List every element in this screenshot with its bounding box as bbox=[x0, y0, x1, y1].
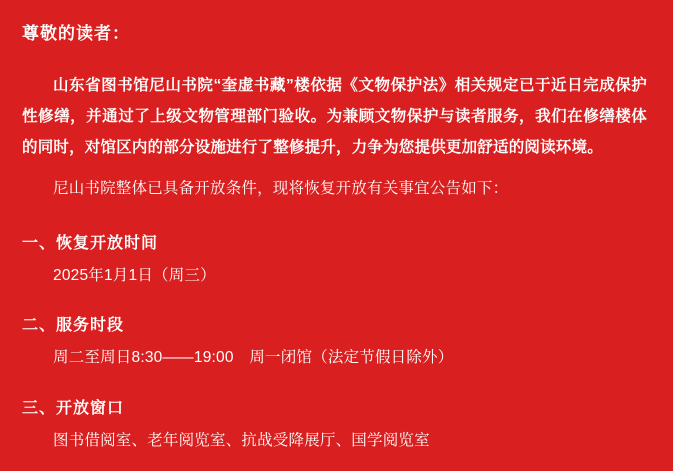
section-open-windows-title: 三、开放窗口 bbox=[22, 399, 125, 417]
section-open-windows-body: 图书借阅室、老年阅览室、抗战受降展厅、国学阅览室 bbox=[53, 431, 430, 449]
salutation: 尊敬的读者： bbox=[22, 24, 130, 43]
notice-paragraph-2: 尼山书院整体已具备开放条件，现将恢复开放有关事宜公告如下： bbox=[53, 179, 509, 197]
section-service-hours bbox=[22, 312, 647, 372]
section-opening-date-title: 一、恢复开放时间 bbox=[22, 234, 159, 252]
section-opening-date-body: 2025年1月1日（周三） bbox=[53, 266, 216, 284]
section-service-hours-body: 周二至周日8:30——19:00 周一闭馆（法定节假日除外） bbox=[53, 349, 454, 367]
section-service-hours-title: 二、服务时段 bbox=[22, 317, 125, 335]
section-opening-date bbox=[22, 230, 647, 290]
section-open-windows bbox=[22, 395, 647, 455]
notice-paragraph-1: 山东省图书馆尼山书院“奎虚书藏”楼依据《文物保护法》相关规定已于近日完成保护性修缮，并通过了上级文物管理部门验收。为兼顾文物保护与读者服务，我们在修缮楼体的同时，对馆区内的部分设施进行了整修提升，力争为您提供更加舒适的阅读环境。 bbox=[22, 76, 647, 156]
